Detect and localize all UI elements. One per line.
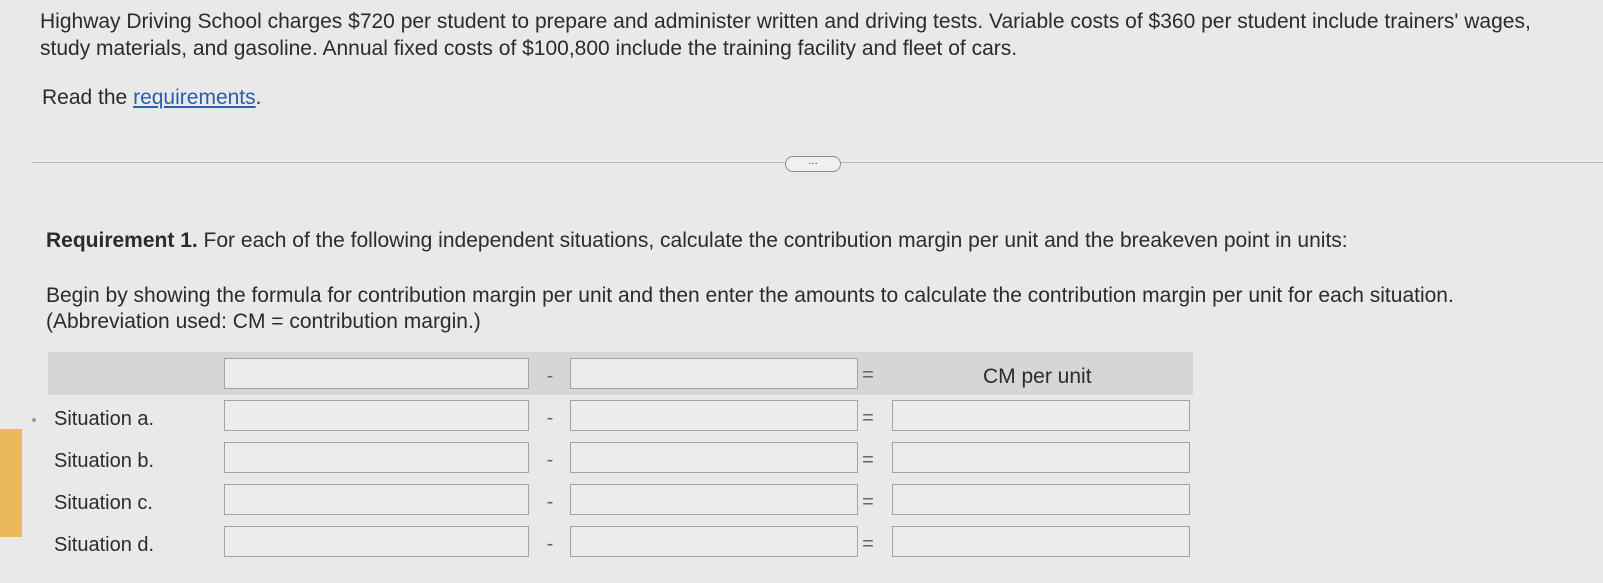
situation-b-input-1[interactable] [224, 442, 529, 473]
situation-d-label: Situation d. [54, 534, 155, 556]
situation-c-label: Situation c. [54, 492, 153, 514]
read-suffix: . [255, 86, 262, 109]
minus-sign: - [546, 533, 554, 555]
situation-c-cm-input[interactable] [892, 484, 1190, 515]
minus-sign: - [546, 491, 554, 513]
instruction-text: Begin by showing the formula for contribution margin per unit and then enter the amounts to calculate the contribution margin per unit for each situation. (Abbreviation used: CM = contribution margin.) [46, 284, 1454, 333]
minus-sign: - [546, 365, 554, 387]
requirement-label: Requirement 1. [46, 229, 198, 252]
minus-sign: - [546, 407, 554, 429]
situation-a-input-1[interactable] [224, 400, 529, 431]
read-prefix: Read the [42, 86, 134, 109]
read-requirements-line [42, 86, 261, 110]
side-tab [0, 429, 22, 537]
situation-a-label: Situation a. [54, 408, 155, 430]
situation-b-label: Situation b. [54, 450, 155, 472]
equals-sign: = [862, 491, 874, 513]
cm-per-unit-header: CM per unit [983, 365, 1092, 388]
row-marker [32, 418, 36, 422]
expand-more-button[interactable]: ... [785, 156, 841, 172]
equals-sign: = [862, 449, 874, 471]
situation-d-input-2[interactable] [570, 526, 858, 557]
minus-sign: - [546, 449, 554, 471]
requirement-1 [46, 229, 1348, 253]
problem-statement: Highway Driving School charges $720 per student to prepare and administer written and driving tests. Variable costs of $360 per student include trainers' wages, study materials, and gasoline. Annual fixed costs of $100,800 include the training facility and fleet of cars. [40, 10, 1531, 60]
formula-input-1[interactable] [224, 358, 529, 389]
formula-input-2[interactable] [570, 358, 858, 389]
situation-c-input-2[interactable] [570, 484, 858, 515]
situation-a-input-2[interactable] [570, 400, 858, 431]
situation-d-cm-input[interactable] [892, 526, 1190, 557]
equals-sign: = [862, 407, 874, 429]
situation-c-input-1[interactable] [224, 484, 529, 515]
situation-b-cm-input[interactable] [892, 442, 1190, 473]
situation-a-cm-input[interactable] [892, 400, 1190, 431]
equals-sign: = [862, 533, 874, 555]
equals-sign: = [862, 364, 874, 386]
requirement-text: For each of the following independent situations, calculate the contribution margin per unit and the breakeven point in units: [197, 229, 1348, 252]
requirements-link[interactable]: requirements [133, 86, 256, 109]
situation-b-input-2[interactable] [570, 442, 858, 473]
situation-d-input-1[interactable] [224, 526, 529, 557]
